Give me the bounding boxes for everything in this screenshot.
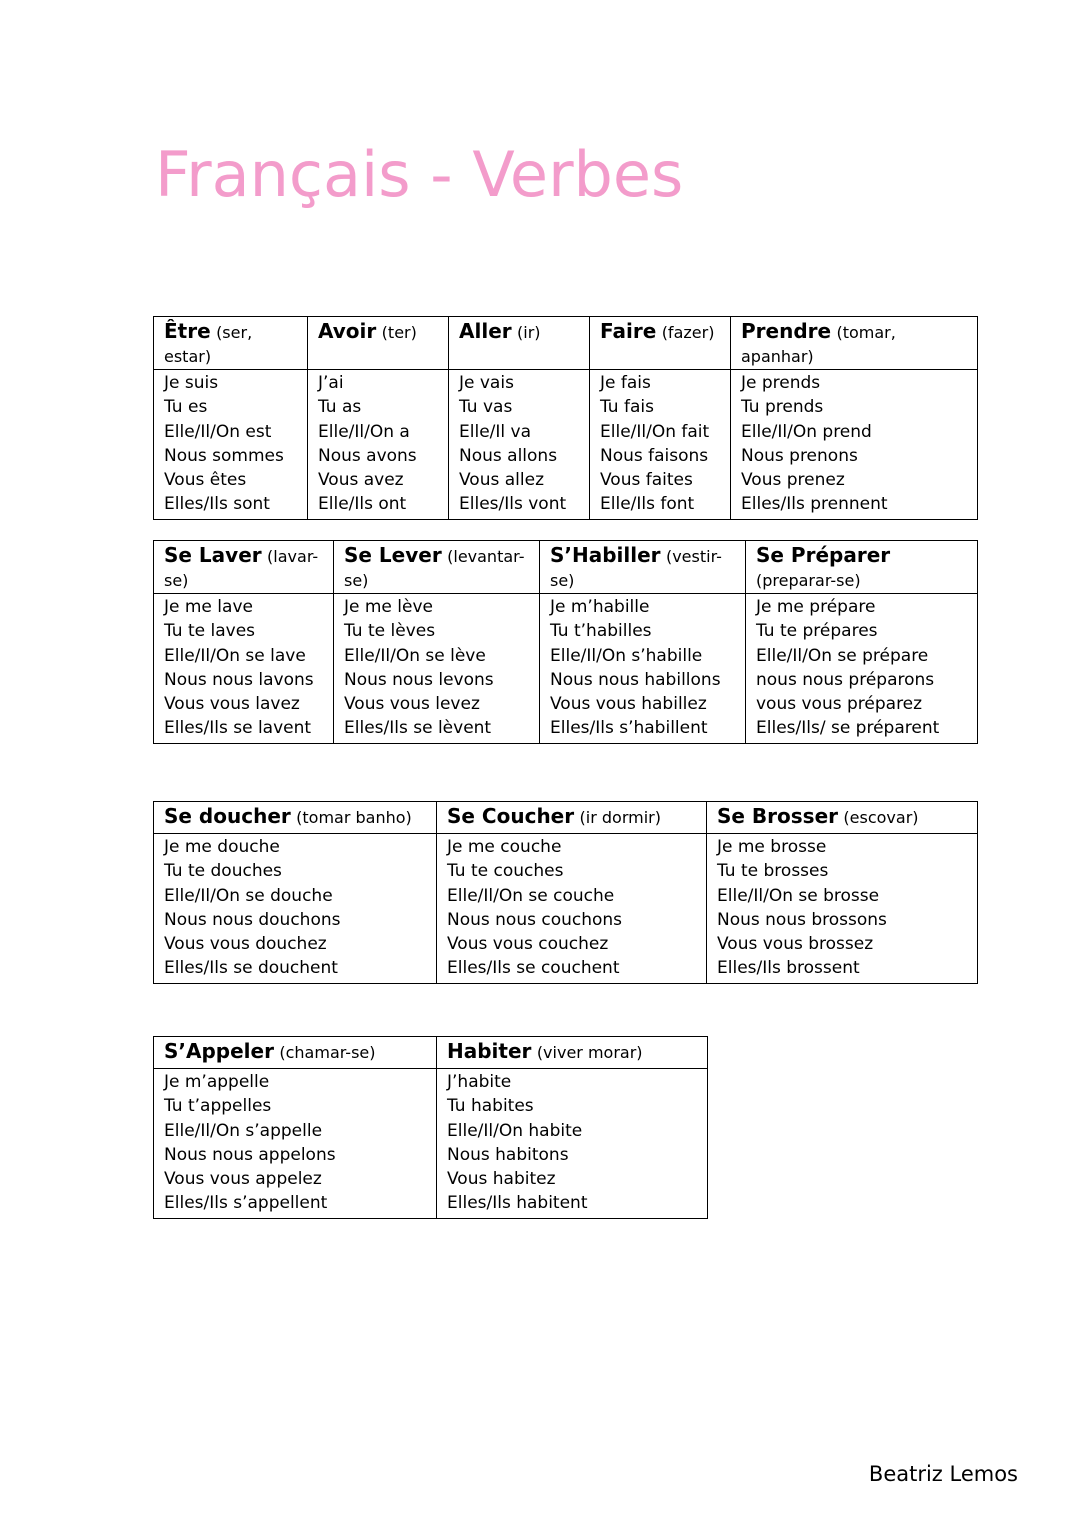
verb-infinitive: S’Habiller: [550, 543, 661, 567]
conjugated-form: Elle/Il/On se douche: [164, 885, 333, 906]
verb-header: [154, 802, 437, 834]
conjugated-form: Nous nous habillons: [550, 669, 721, 690]
verb-translation: (levantar-se): [344, 547, 525, 590]
conjugated-form: Elles/Ils/ se préparent: [756, 718, 940, 739]
conjugation-cell: [590, 370, 731, 520]
verb-table-2: [153, 540, 978, 744]
conjugated-form: Vous vous levez: [344, 694, 480, 715]
conjugation-cell: [154, 594, 334, 744]
conjugated-form: Je me lève: [344, 597, 434, 617]
conjugated-form: Elles/Ils brossent: [717, 958, 860, 979]
conjugation-cell: [437, 834, 707, 984]
conjugated-form: Vous faites: [600, 470, 693, 491]
conjugated-form: Nous nous lavons: [164, 669, 314, 690]
conjugated-form: Nous faisons: [600, 445, 709, 466]
conjugated-form: Elle/Il/On se lave: [164, 645, 306, 666]
conjugated-form: Elle/Il/On prend: [741, 421, 872, 442]
conjugated-form: Elle/Il/On habite: [447, 1120, 583, 1141]
conjugated-form: Elles/Ils vont: [459, 494, 567, 515]
verb-translation: (lavar-se): [164, 547, 319, 590]
verb-infinitive: Se doucher: [164, 804, 291, 828]
conjugated-form: Vous vous brossez: [717, 934, 874, 955]
conjugated-form: Elle/Ils font: [600, 494, 695, 515]
conjugated-form: Je prends: [741, 373, 821, 393]
verb-translation: (ir dormir): [579, 808, 661, 827]
conjugated-form: Tu habites: [447, 1096, 534, 1117]
conjugated-form: Tu as: [318, 397, 362, 418]
conjugated-form: Nous prenons: [741, 445, 858, 466]
conjugated-form: Je suis: [164, 373, 219, 393]
conjugated-form: Je fais: [600, 373, 651, 393]
conjugated-form: Elles/Ils se lèvent: [344, 718, 492, 739]
verb-infinitive: Habiter: [447, 1039, 532, 1063]
conjugated-form: Tu vas: [459, 397, 513, 418]
verb-header: [746, 541, 978, 594]
conjugated-form: Vous vous habillez: [550, 694, 707, 715]
conjugated-form: Je me lave: [164, 597, 253, 617]
verb-translation: (vestir-se): [550, 547, 722, 590]
conjugation-cell: [334, 594, 540, 744]
conjugated-form: Je m’appelle: [164, 1072, 270, 1092]
verb-header: [707, 802, 978, 834]
verb-header: [590, 317, 731, 370]
conjugated-form: Vous vous lavez: [164, 694, 300, 715]
verb-header: [154, 1037, 437, 1069]
conjugated-form: Elles/Ils se douchent: [164, 958, 338, 979]
verb-infinitive: Se Brosser: [717, 804, 839, 828]
verb-infinitive: Prendre: [741, 319, 832, 343]
verb-header: [308, 317, 449, 370]
verb-translation: (fazer): [661, 323, 715, 342]
conjugated-form: Elles/Ils sont: [164, 494, 270, 515]
verb-translation: (tomar banho): [296, 808, 412, 827]
conjugated-form: J’habite: [447, 1072, 512, 1092]
verb-infinitive: S’Appeler: [164, 1039, 274, 1063]
conjugated-form: Elle/Il/On se brosse: [717, 885, 880, 906]
conjugated-form: Tu es: [164, 397, 208, 418]
conjugated-form: Tu fais: [600, 397, 654, 418]
conjugation-cell: [731, 370, 978, 520]
conjugated-form: Je vais: [459, 373, 514, 393]
conjugated-form: Nous allons: [459, 445, 558, 466]
conjugated-form: Je me brosse: [717, 837, 827, 857]
conjugation-cell: [449, 370, 590, 520]
author-name: Beatriz Lemos: [868, 1462, 1018, 1486]
verb-table-4: [153, 1036, 708, 1219]
conjugated-form: J’ai: [318, 373, 344, 393]
conjugated-form: Elles/Ils se lavent: [164, 718, 312, 739]
conjugated-form: Nous nous douchons: [164, 909, 341, 930]
conjugated-form: Je m’habille: [550, 597, 650, 617]
conjugated-form: Vous vous appelez: [164, 1169, 322, 1190]
verb-infinitive: Faire: [600, 319, 657, 343]
conjugated-form: Vous allez: [459, 470, 544, 491]
conjugated-form: Nous avons: [318, 445, 417, 466]
conjugation-cell: [437, 1069, 708, 1219]
conjugated-form: Vous habitez: [447, 1169, 556, 1190]
conjugation-cell: [154, 370, 308, 520]
verb-infinitive: Se Laver: [164, 543, 262, 567]
verb-table-1: [153, 316, 978, 520]
conjugated-form: Tu te laves: [164, 621, 256, 642]
verb-header: [540, 541, 746, 594]
conjugated-form: Vous vous douchez: [164, 934, 327, 955]
conjugated-form: Je me prépare: [756, 597, 876, 617]
verb-header: [731, 317, 978, 370]
conjugated-form: Elle/Il/On a: [318, 421, 410, 442]
verb-infinitive: Avoir: [318, 319, 377, 343]
conjugated-form: Elles/Ils s’habillent: [550, 718, 708, 739]
verb-translation: (tomar, apanhar): [741, 323, 896, 366]
verb-header: [334, 541, 540, 594]
conjugated-form: Elle/Il/On est: [164, 421, 272, 442]
conjugated-form: Nous nous brossons: [717, 909, 887, 930]
verb-infinitive: Se Lever: [344, 543, 442, 567]
conjugation-cell: [154, 834, 437, 984]
conjugated-form: Vous vous couchez: [447, 934, 609, 955]
verb-infinitive: Aller: [459, 319, 512, 343]
conjugation-cell: [707, 834, 978, 984]
page-title: Français - Verbes: [155, 138, 684, 211]
conjugated-form: nous nous préparons: [756, 669, 935, 690]
conjugated-form: Vous êtes: [164, 470, 247, 491]
verb-header: [154, 541, 334, 594]
conjugated-form: Tu t’habilles: [550, 621, 652, 642]
conjugated-form: Nous nous levons: [344, 669, 494, 690]
conjugation-cell: [308, 370, 449, 520]
conjugated-form: Tu te prépares: [756, 621, 878, 642]
verb-header: [154, 317, 308, 370]
verb-header: [437, 802, 707, 834]
verb-table-3: [153, 801, 978, 984]
conjugation-cell: [154, 1069, 437, 1219]
verb-header: [449, 317, 590, 370]
conjugated-form: Elle/Il/On s’habille: [550, 645, 703, 666]
conjugated-form: Elle/Il/On fait: [600, 421, 710, 442]
conjugated-form: Nous sommes: [164, 445, 284, 466]
verb-translation: (ser, estar): [164, 323, 253, 366]
conjugated-form: Tu prends: [741, 397, 824, 418]
conjugated-form: Vous prenez: [741, 470, 845, 491]
conjugated-form: Tu te lèves: [344, 621, 436, 642]
conjugated-form: vous vous préparez: [756, 694, 923, 715]
verb-header: [437, 1037, 708, 1069]
conjugated-form: Je me couche: [447, 837, 562, 857]
verb-translation: (viver morar): [536, 1043, 643, 1062]
conjugated-form: Elles/Ils se couchent: [447, 958, 620, 979]
conjugated-form: Elle/Il va: [459, 421, 531, 442]
verb-infinitive: Se Coucher: [447, 804, 575, 828]
conjugated-form: Elles/Ils prennent: [741, 494, 888, 515]
conjugated-form: Nous nous appelons: [164, 1144, 336, 1165]
conjugated-form: Je me douche: [164, 837, 280, 857]
conjugated-form: Tu te couches: [447, 861, 564, 882]
conjugation-cell: [540, 594, 746, 744]
verb-infinitive: Se Préparer: [756, 543, 891, 567]
conjugated-form: Tu t’appelles: [164, 1096, 272, 1117]
conjugated-form: Vous avez: [318, 470, 404, 491]
verb-translation: (chamar-se): [279, 1043, 376, 1062]
verb-translation: (ir): [517, 323, 541, 342]
conjugated-form: Elles/Ils s’appellent: [164, 1193, 328, 1214]
conjugated-form: Elle/Il/On se lève: [344, 645, 486, 666]
verb-translation: (ter): [381, 323, 417, 342]
conjugated-form: Tu te douches: [164, 861, 282, 882]
conjugated-form: Nous habitons: [447, 1144, 569, 1165]
verb-infinitive: Être: [164, 319, 211, 343]
conjugated-form: Tu te brosses: [717, 861, 829, 882]
conjugated-form: Nous nous couchons: [447, 909, 623, 930]
verb-translation: (escovar): [843, 808, 919, 827]
conjugated-form: Elle/Il/On s’appelle: [164, 1120, 323, 1141]
conjugated-form: Elles/Ils habitent: [447, 1193, 588, 1214]
verb-translation: (preparar-se): [756, 571, 861, 590]
conjugated-form: Elle/Il/On se couche: [447, 885, 615, 906]
conjugated-form: Elle/Ils ont: [318, 494, 407, 515]
conjugated-form: Elle/Il/On se prépare: [756, 645, 929, 666]
conjugation-cell: [746, 594, 978, 744]
